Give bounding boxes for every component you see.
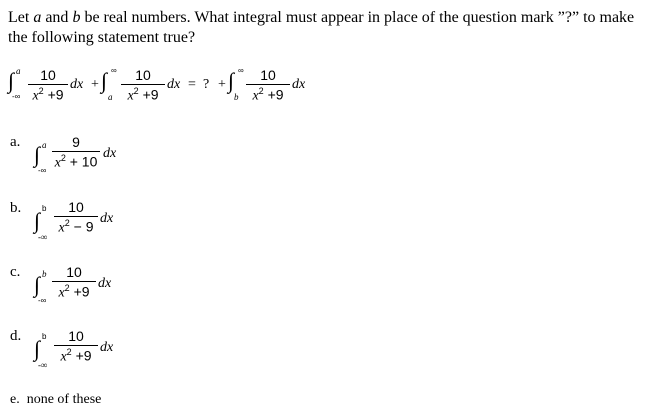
integral-sign: ∫ bbox=[34, 272, 41, 297]
integral-sign: ∫ bbox=[101, 68, 108, 93]
option-label: c. bbox=[10, 264, 21, 280]
upper-limit: b bbox=[42, 269, 47, 279]
upper-limit: ∞ bbox=[111, 66, 117, 75]
lower-limit: -∞ bbox=[38, 296, 47, 305]
fraction: 10 $x^2 +9$ bbox=[52, 264, 96, 302]
dx: dx bbox=[103, 146, 117, 161]
option-e[interactable] bbox=[10, 392, 101, 408]
lower-limit: -∞ bbox=[12, 92, 21, 101]
plus-sign: + bbox=[218, 77, 226, 92]
lower-limit: -∞ bbox=[38, 232, 48, 242]
lower-limit: -∞ bbox=[38, 360, 48, 370]
option-text: none of these bbox=[26, 392, 102, 407]
dx: dx bbox=[100, 211, 114, 226]
integral-sign: ∫ bbox=[34, 142, 41, 167]
fraction: 10 $x^2 +9$ bbox=[121, 67, 165, 105]
fraction: 9 $x^2 + 10$ bbox=[52, 134, 100, 172]
question-text: Let a and b be real numbers. What integral must appear in place of the question mark ”?” to make the following statement true? bbox=[8, 9, 635, 46]
integral-sign: ∫ bbox=[34, 336, 41, 361]
integral-sign: ∫ bbox=[34, 208, 41, 233]
fraction: 10 $x^2 +9$ bbox=[28, 67, 68, 105]
equals-sign: = bbox=[188, 77, 196, 92]
dx: dx bbox=[98, 276, 112, 291]
fraction: 10 $x^2 +9$ bbox=[54, 328, 98, 366]
var-b: b bbox=[72, 9, 81, 26]
dx: dx bbox=[167, 77, 181, 92]
upper-limit: ∞ bbox=[238, 66, 244, 75]
dx: dx bbox=[100, 340, 114, 355]
fraction: 10 $x^2 - 9$ bbox=[54, 199, 98, 237]
dx: dx bbox=[292, 77, 306, 92]
option-label: a. bbox=[10, 134, 21, 150]
upper-limit: a bbox=[42, 140, 47, 150]
upper-limit: b bbox=[42, 332, 47, 341]
upper-limit: b bbox=[42, 204, 47, 213]
var-a: a bbox=[33, 9, 42, 26]
integral-sign: ∫ bbox=[228, 68, 235, 93]
integral-sign: ∫ bbox=[8, 68, 15, 93]
fraction: 10 $x^2 +9$ bbox=[246, 67, 290, 105]
question-mark: ? bbox=[203, 77, 210, 92]
dx: dx bbox=[70, 77, 84, 92]
plus-sign: + bbox=[91, 77, 99, 92]
option-label: d. bbox=[10, 328, 22, 344]
lower-limit: -∞ bbox=[38, 166, 47, 175]
option-label: b. bbox=[10, 200, 22, 216]
lower-limit: a bbox=[108, 92, 113, 102]
lower-limit: b bbox=[234, 92, 239, 102]
upper-limit: a bbox=[16, 66, 21, 76]
option-label: e. bbox=[10, 392, 20, 407]
